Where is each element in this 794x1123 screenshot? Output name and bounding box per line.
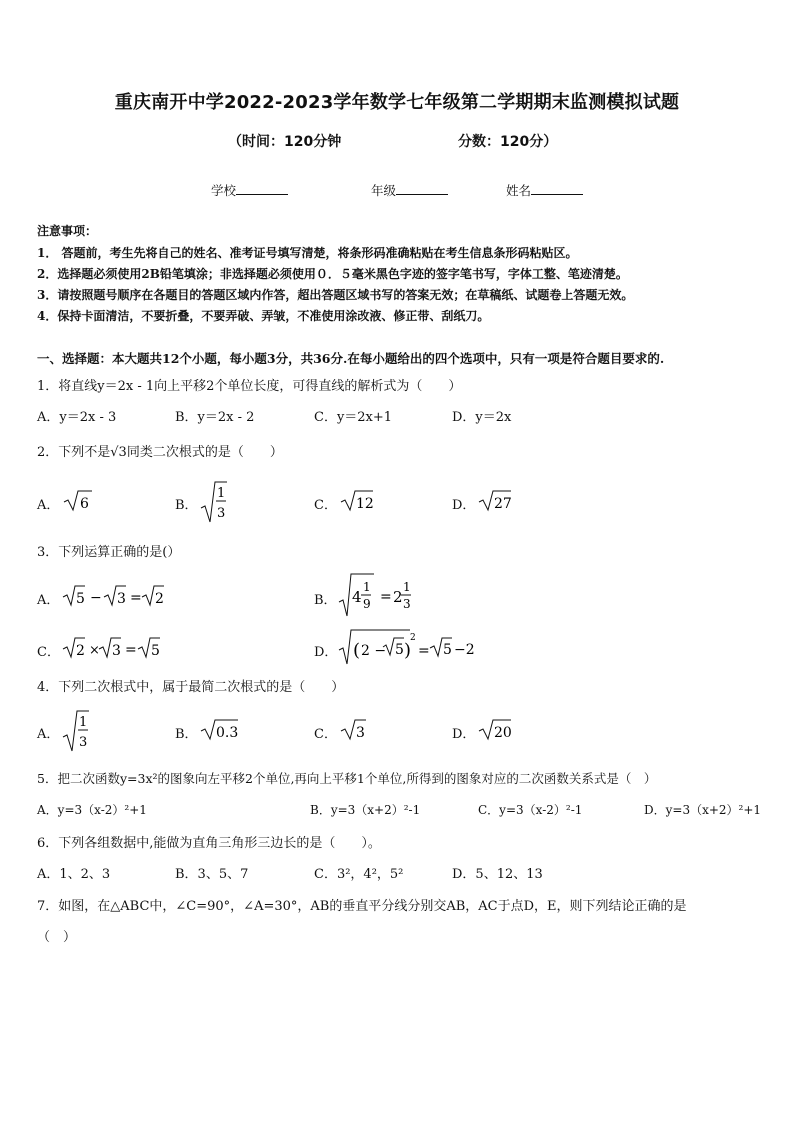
q2-option-c-radical (340, 488, 374, 514)
radicand: 6 (80, 496, 89, 512)
section-heading: 一、选择题：本大题共12个小题，每小题3分，共36分.在每小题给出的四个选项中，只有一项是符合题目要求的. (37, 351, 665, 366)
radicand: 0.3 (216, 725, 239, 741)
name-field (506, 181, 583, 199)
note-item: 2．选择题必须使用2B铅笔填涂；非选择题必须使用０．５毫米黑色字迹的签字笔书写，字体工整、笔迹清楚。 (37, 267, 628, 281)
q2-option-d-radical (478, 488, 512, 514)
grade-field (371, 181, 448, 199)
svg-text:2: 2 (410, 633, 416, 643)
numerator: 1 (217, 486, 226, 501)
q4-option-a-radical (62, 709, 90, 753)
q4-option-d-label: D． (452, 727, 476, 742)
svg-text:): ) (404, 640, 412, 661)
svg-text:−: − (90, 590, 102, 606)
school-label: 学校 (211, 183, 237, 198)
question-7-stem-continued: （ ） (37, 930, 77, 945)
q1-option-d: D．y＝2x (452, 410, 512, 425)
svg-text:4: 4 (352, 588, 362, 606)
svg-text:=: = (125, 642, 137, 658)
question-1-stem: 1．将直线y＝2x - 1向上平移2个单位长度，可得直线的解析式为（ ） (37, 379, 462, 394)
svg-text:3: 3 (112, 643, 121, 659)
q2-option-b-radical (200, 480, 228, 524)
note-item: 4．保持卡面清洁，不要折叠，不要弄破、弄皱，不准使用涂改液、修正带、刮纸刀。 (37, 309, 490, 323)
question-6-stem: 6．下列各组数据中,能做为直角三角形三边长的是（ ）。 (37, 836, 381, 851)
q3-option-a-expression (62, 583, 172, 609)
q6-option-a: A．1、2、3 (37, 867, 111, 882)
grade-label: 年级 (371, 183, 397, 198)
q3-option-d-label: D． (314, 645, 338, 660)
svg-text:9: 9 (363, 597, 371, 611)
school-blank (236, 182, 288, 195)
svg-text:(: ( (353, 640, 361, 661)
q3-option-a-label: A． (37, 593, 60, 608)
question-2-stem: 2．下列不是√3同类二次根式的是（ ） (37, 445, 283, 460)
exam-time: （时间：120分钟 (228, 134, 342, 150)
radicand: 20 (494, 725, 512, 741)
q2-option-c-label: C． (314, 498, 337, 513)
denominator: 3 (217, 506, 226, 521)
q3-option-c-expression (62, 635, 162, 661)
page-title: 重庆南开中学2022-2023学年数学七年级第二学期期末监测模拟试题 (114, 92, 680, 113)
svg-text:3: 3 (117, 591, 126, 607)
q2-option-d-label: D． (452, 498, 476, 513)
svg-text:5: 5 (151, 643, 160, 659)
svg-text:2 −: 2 − (361, 643, 387, 659)
q4-option-d-radical (478, 717, 512, 743)
radicand: 27 (494, 496, 512, 512)
q4-option-a-label: A． (37, 727, 60, 742)
q1-option-a: A．y＝2x - 3 (37, 410, 117, 425)
q6-option-c: C．3²，4²，5² (314, 867, 404, 882)
question-3-stem: 3．下列运算正确的是(） (37, 545, 181, 560)
exam-score: 分数：120分） (458, 134, 558, 150)
q2-option-a-radical (63, 488, 93, 514)
school-field (211, 181, 288, 199)
grade-blank (396, 182, 448, 195)
radicand: 3 (356, 725, 365, 741)
svg-text:3: 3 (79, 735, 88, 750)
q1-option-b: B．y＝2x - 2 (175, 410, 255, 425)
question-5-stem: 5．把二次函数y=3x²的图象向左平移2个单位,再向上平移1个单位,所得到的图象对应的二次函数关系式是（ ） (37, 771, 657, 786)
note-item: 1． 答题前，考生先将自己的姓名、准考证号填写清楚，将条形码准确粘贴在考生信息条形码粘贴区。 (37, 246, 578, 260)
q3-option-c-label: C． (37, 645, 60, 660)
q2-option-b-label: B． (175, 498, 198, 513)
q1-option-c: C．y＝2x+1 (314, 410, 393, 425)
radicand: 12 (356, 496, 374, 512)
q6-option-b: B．3、5、7 (175, 867, 249, 882)
q4-option-b-label: B． (175, 727, 198, 742)
svg-text:2: 2 (393, 588, 403, 606)
svg-text:5: 5 (395, 642, 404, 658)
svg-text:=: = (130, 590, 142, 606)
question-4-stem: 4．下列二次根式中，属于最简二次根式的是（ ） (37, 680, 345, 695)
q5-option-b: B．y=3（x+2）²-1 (310, 803, 421, 817)
question-7-stem: 7．如图，在△ABC中，∠C=90°，∠A=30°，AB的垂直平分线分别交AB，AC于点D，E，则下列结论正确的是 (37, 899, 687, 914)
svg-text:−2: −2 (454, 642, 475, 658)
notes-heading: 注意事项： (37, 224, 98, 238)
svg-text:5: 5 (443, 642, 452, 658)
q5-option-a: A．y=3（x-2）²+1 (37, 803, 147, 817)
svg-text:×: × (89, 643, 100, 658)
svg-text:1: 1 (363, 580, 371, 594)
q5-option-d: D．y=3（x+2）²+1 (644, 803, 762, 817)
name-label: 姓名 (506, 183, 532, 198)
svg-text:1: 1 (403, 580, 411, 594)
q3-option-d-expression (338, 628, 478, 666)
q6-option-d: D．5、12、13 (452, 867, 543, 882)
note-item: 3．请按照题号顺序在各题目的答题区域内作答，超出答题区域书写的答案无效；在草稿纸、试题卷上答题无效。 (37, 288, 634, 302)
svg-text:3: 3 (403, 597, 411, 611)
q5-option-c: C．y=3（x-2）²-1 (478, 803, 583, 817)
svg-text:5: 5 (76, 591, 85, 607)
svg-text:1: 1 (79, 715, 88, 730)
q4-option-b-radical (200, 717, 240, 743)
q2-option-a-label: A． (37, 498, 60, 513)
svg-text:2: 2 (155, 591, 164, 607)
svg-text:2: 2 (76, 643, 85, 659)
svg-text:=: = (418, 643, 430, 659)
q3-option-b-expression (338, 572, 418, 618)
q3-option-b-label: B． (314, 593, 337, 608)
q4-option-c-radical (340, 717, 368, 743)
name-blank (531, 182, 583, 195)
q4-option-c-label: C． (314, 727, 337, 742)
svg-text:=: = (380, 589, 392, 605)
